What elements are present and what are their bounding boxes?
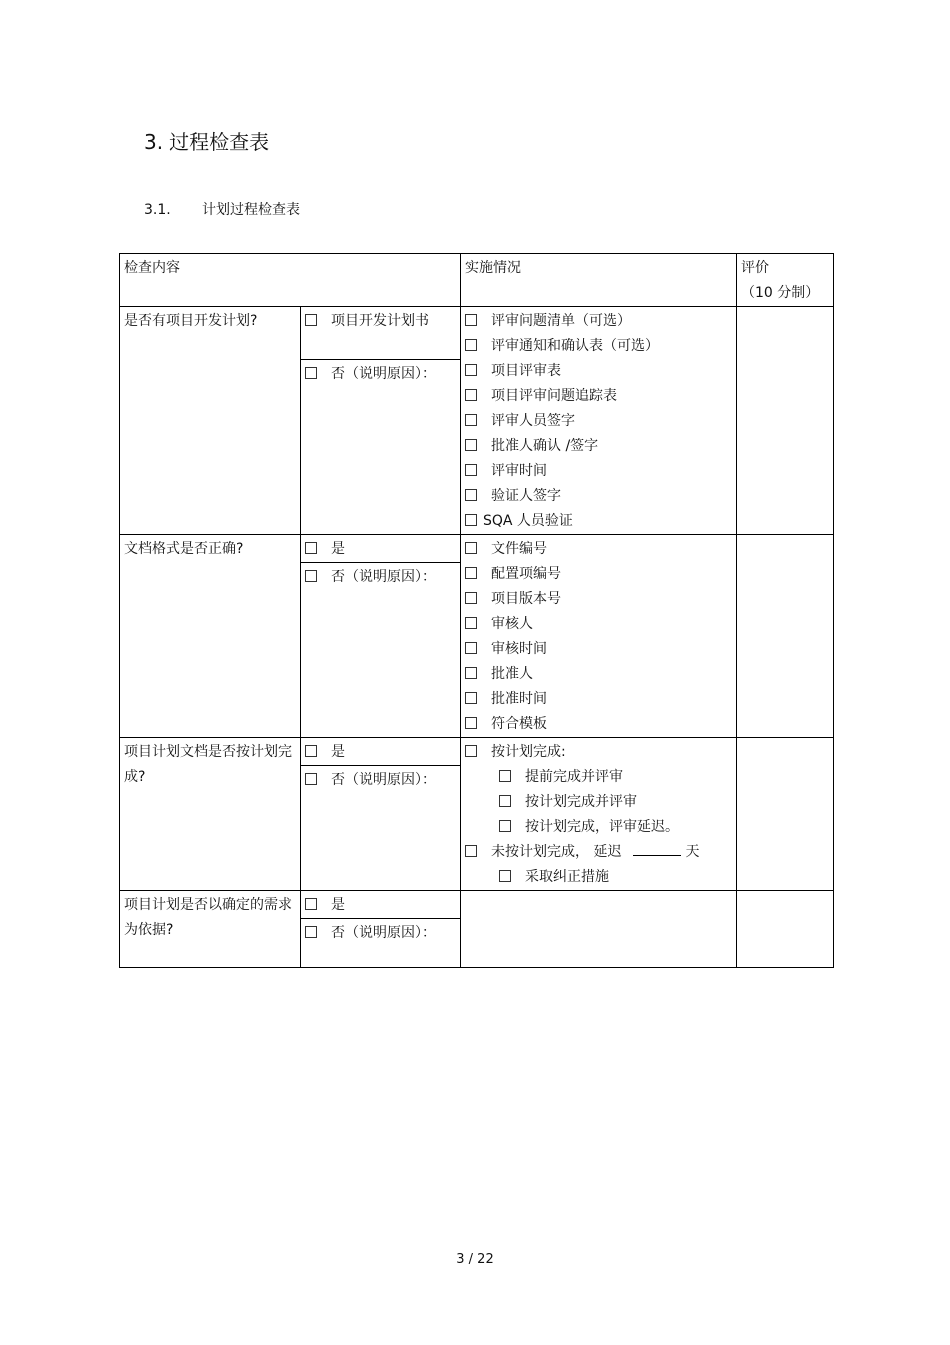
checkbox[interactable] bbox=[305, 570, 317, 582]
question-cell: 项目计划是否以确定的需求为依据? bbox=[120, 891, 301, 968]
score-cell[interactable] bbox=[737, 891, 834, 968]
section-title: 过程检查表 bbox=[169, 130, 270, 154]
score-cell[interactable] bbox=[737, 307, 834, 535]
checkbox[interactable] bbox=[465, 667, 477, 679]
checkbox[interactable] bbox=[465, 314, 477, 326]
option-cell bbox=[301, 766, 461, 891]
checkbox[interactable] bbox=[465, 389, 477, 401]
page-number: 3 / 22 bbox=[456, 1252, 494, 1267]
option-cell bbox=[301, 919, 461, 968]
checkbox[interactable] bbox=[499, 770, 511, 782]
item-label: 未按计划完成， 延迟 bbox=[491, 844, 622, 860]
checkbox[interactable] bbox=[465, 692, 477, 704]
checkbox[interactable] bbox=[305, 773, 317, 785]
items-cell bbox=[461, 535, 737, 738]
items-cell bbox=[461, 307, 737, 535]
checkbox[interactable] bbox=[499, 820, 511, 832]
header-score bbox=[737, 254, 834, 307]
option-label: 是 bbox=[331, 744, 345, 760]
items-cell bbox=[461, 738, 737, 891]
checkbox[interactable] bbox=[465, 414, 477, 426]
list-item bbox=[465, 309, 732, 334]
list-item bbox=[465, 840, 732, 865]
table-row bbox=[120, 738, 834, 766]
question-cell: 是否有项目开发计划? bbox=[120, 307, 301, 535]
score-cell[interactable] bbox=[737, 738, 834, 891]
checkbox[interactable] bbox=[465, 464, 477, 476]
header-content: 检查内容 bbox=[120, 254, 461, 307]
option-label: 项目开发计划书 bbox=[331, 313, 429, 329]
header-row bbox=[120, 254, 834, 307]
checkbox[interactable] bbox=[305, 926, 317, 938]
item-label: 评审时间 bbox=[491, 463, 547, 479]
item-label: 采取纠正措施 bbox=[525, 869, 609, 885]
list-item bbox=[465, 637, 732, 662]
list-item bbox=[465, 865, 732, 890]
checkbox[interactable] bbox=[465, 364, 477, 376]
item-label: 项目评审问题追踪表 bbox=[491, 388, 617, 404]
item-label: 审核人 bbox=[491, 616, 533, 632]
option-label: 否（说明原因）： bbox=[331, 365, 436, 382]
delay-unit: 天 bbox=[685, 844, 700, 860]
list-item bbox=[465, 384, 732, 409]
item-label: 评审问题清单（可选） bbox=[491, 313, 631, 329]
option-cell bbox=[301, 535, 461, 563]
list-item bbox=[465, 740, 732, 765]
table-row bbox=[120, 307, 834, 360]
item-label: 项目评审表 bbox=[491, 363, 561, 379]
checkbox[interactable] bbox=[465, 642, 477, 654]
subsection-title: 计划过程检查表 bbox=[202, 202, 300, 218]
option-cell bbox=[301, 891, 461, 919]
checkbox[interactable] bbox=[499, 870, 511, 882]
list-item bbox=[465, 459, 732, 484]
item-label: 批准人 bbox=[491, 666, 533, 682]
list-item bbox=[465, 509, 732, 534]
item-label: 批准人确认 /签字 bbox=[491, 438, 599, 454]
list-item bbox=[465, 587, 732, 612]
option-cell bbox=[301, 563, 461, 738]
list-item bbox=[465, 484, 732, 509]
item-label: 批准时间 bbox=[491, 691, 547, 707]
checkbox[interactable] bbox=[465, 567, 477, 579]
option-label: 是 bbox=[331, 897, 345, 913]
checkbox[interactable] bbox=[465, 514, 477, 526]
checkbox[interactable] bbox=[465, 745, 477, 757]
item-label: 验证人签字 bbox=[491, 488, 561, 504]
item-label: 项目版本号 bbox=[491, 591, 561, 607]
item-label: 文件编号 bbox=[491, 541, 547, 557]
option-cell bbox=[301, 359, 461, 534]
list-item bbox=[465, 790, 732, 815]
item-label: 按计划完成: bbox=[491, 744, 566, 760]
question-cell: 项目计划文档是否按计划完成? bbox=[120, 738, 301, 891]
checkbox[interactable] bbox=[305, 367, 317, 379]
checkbox[interactable] bbox=[305, 314, 317, 326]
checkbox[interactable] bbox=[465, 439, 477, 451]
checkbox[interactable] bbox=[305, 542, 317, 554]
list-item bbox=[465, 334, 732, 359]
list-item bbox=[465, 359, 732, 384]
list-item bbox=[465, 765, 732, 790]
option-label: 是 bbox=[331, 541, 345, 557]
list-item bbox=[465, 434, 732, 459]
item-label: 评审通知和确认表（可选） bbox=[491, 338, 659, 354]
list-item bbox=[465, 662, 732, 687]
option-label: 否（说明原因）： bbox=[331, 772, 436, 788]
item-label: 按计划完成并评审 bbox=[525, 794, 637, 810]
subsection-number: 3.1. bbox=[144, 202, 171, 218]
score-cell[interactable] bbox=[737, 535, 834, 738]
option-label: 否（说明原因）： bbox=[331, 569, 436, 585]
delay-days-field[interactable] bbox=[633, 841, 681, 856]
checkbox[interactable] bbox=[465, 542, 477, 554]
checkbox[interactable] bbox=[465, 592, 477, 604]
item-label: SQA 人员验证 bbox=[483, 513, 573, 529]
checkbox[interactable] bbox=[465, 489, 477, 501]
table-row bbox=[120, 535, 834, 563]
plan-process-checklist-table bbox=[119, 253, 834, 968]
checkbox[interactable] bbox=[465, 717, 477, 729]
list-item bbox=[465, 712, 732, 737]
header-score-label: 评价 bbox=[741, 260, 769, 276]
list-item bbox=[465, 409, 732, 434]
header-score-note: （10 分制） bbox=[741, 285, 820, 301]
list-item bbox=[465, 562, 732, 587]
header-status: 实施情况 bbox=[461, 254, 737, 307]
list-item bbox=[465, 687, 732, 712]
table-row bbox=[120, 891, 834, 919]
item-label: 评审人员签字 bbox=[491, 413, 575, 429]
items-cell bbox=[461, 891, 737, 968]
checkbox[interactable] bbox=[499, 795, 511, 807]
option-cell bbox=[301, 738, 461, 766]
item-label: 配置项编号 bbox=[491, 566, 561, 582]
option-label: 否（说明原因）： bbox=[331, 925, 436, 941]
list-item bbox=[465, 612, 732, 637]
option-cell bbox=[301, 307, 461, 360]
checkbox[interactable] bbox=[465, 617, 477, 629]
checkbox[interactable] bbox=[305, 898, 317, 910]
section-number: 3. bbox=[144, 130, 164, 154]
item-label: 按计划完成，评审延迟。 bbox=[525, 819, 679, 835]
subsection-heading bbox=[144, 199, 300, 219]
checkbox[interactable] bbox=[465, 845, 477, 857]
question-cell: 文档格式是否正确? bbox=[120, 535, 301, 738]
checkbox[interactable] bbox=[465, 339, 477, 351]
item-label: 符合模板 bbox=[491, 716, 547, 732]
list-item bbox=[465, 815, 732, 840]
item-label: 审核时间 bbox=[491, 641, 547, 657]
section-heading bbox=[144, 126, 269, 155]
list-item bbox=[465, 537, 732, 562]
checkbox[interactable] bbox=[305, 745, 317, 757]
item-label: 提前完成并评审 bbox=[525, 769, 623, 785]
